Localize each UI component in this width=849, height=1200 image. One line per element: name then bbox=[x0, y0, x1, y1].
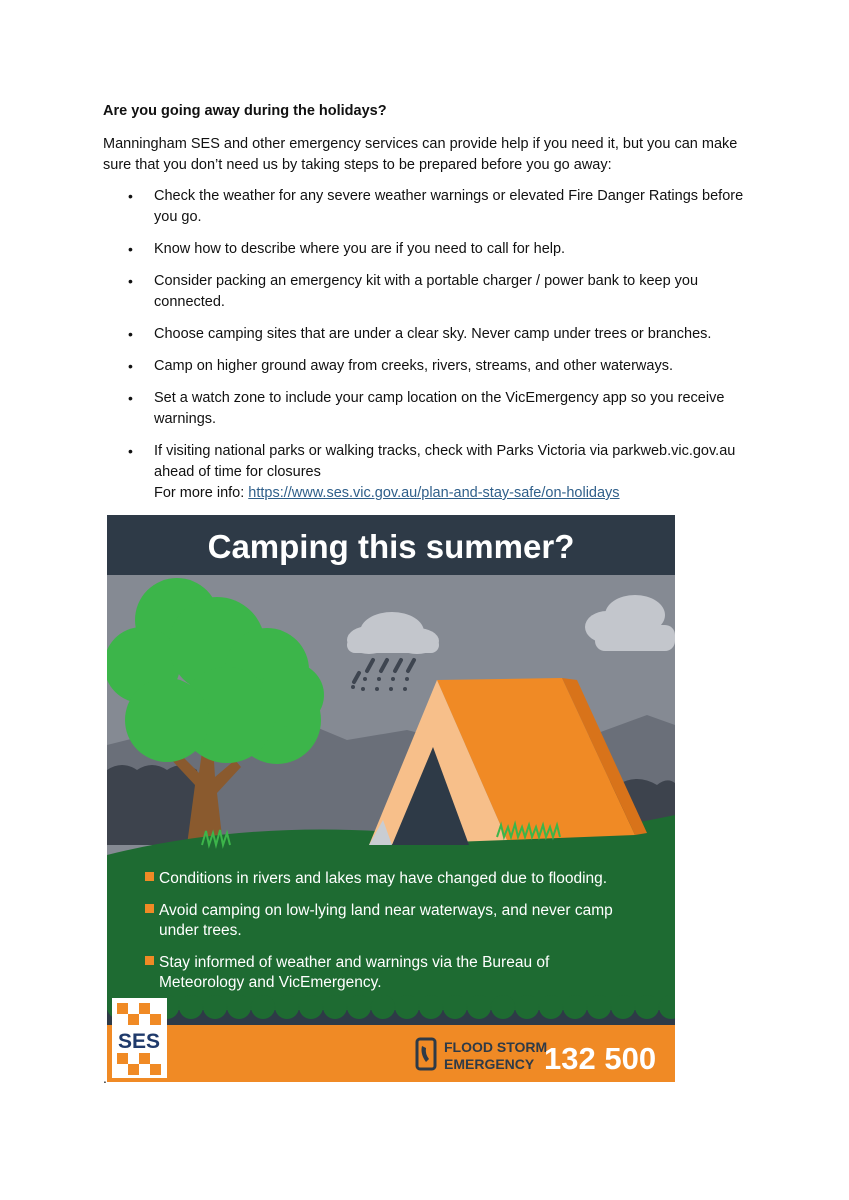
dark-bushes bbox=[107, 765, 197, 845]
poster-tip: under trees. bbox=[159, 922, 242, 939]
section-heading: Are you going away during the holidays? bbox=[103, 103, 387, 119]
list-item: • Set a watch zone to include your camp location on the VicEmergency app so you receive warnings. bbox=[128, 390, 725, 427]
tips-list bbox=[103, 186, 763, 515]
trailing-mark: . bbox=[103, 1070, 107, 1086]
bullet-icon: • bbox=[128, 358, 133, 374]
bullet-icon: • bbox=[128, 273, 133, 289]
list-item: • Choose camping sites that are under a clear sky. Never camp under trees or branches. bbox=[103, 324, 763, 345]
bullet-icon: • bbox=[128, 188, 133, 204]
ses-logo-text: SES bbox=[117, 1030, 161, 1053]
bullet-icon: • bbox=[128, 241, 133, 257]
poster-tip: Avoid camping on low-lying land near waterways, and never camp bbox=[159, 902, 613, 919]
hotline-line-1: FLOOD STORM bbox=[444, 1039, 548, 1055]
bullet-icon: • bbox=[128, 390, 133, 406]
list-item: • Know how to describe where you are if you need to call for help. bbox=[103, 239, 763, 260]
bullet-icon: • bbox=[128, 326, 133, 342]
hotline-line-2: EMERGENCY bbox=[444, 1056, 535, 1072]
list-item: • Camp on higher ground away from creeks, rivers, streams, and other waterways. bbox=[103, 356, 763, 377]
camping-poster bbox=[107, 515, 675, 1082]
ses-logo bbox=[112, 998, 167, 1078]
list-item: • Consider packing an emergency kit with a portable charger / power bank to keep you connected. bbox=[128, 273, 699, 310]
poster-tip: Conditions in rivers and lakes may have changed due to flooding. bbox=[159, 870, 608, 887]
more-info-link[interactable]: https://www.ses.vic.gov.au/plan-and-stay-safe/on-holidays bbox=[248, 485, 620, 501]
poster-tip: Meteorology and VicEmergency. bbox=[159, 974, 382, 991]
poster-title: Camping this summer? bbox=[207, 528, 575, 565]
hotline-number: 132 500 bbox=[544, 1041, 657, 1076]
list-item: • If visiting national parks or walking tracks, check with Parks Victoria via parkweb.vic.gov.au ahead of time for closures For more info: https://www.ses.vic.gov.au/plan-and-stay-safe/on-holidays bbox=[103, 441, 763, 504]
intro-paragraph: Manningham SES and other emergency services can provide help if you need it, but you can make sure that you don’t need us by taking steps to be prepared before you go away: bbox=[103, 136, 738, 173]
bullet-icon: • bbox=[128, 443, 133, 459]
list-item: • Check the weather for any severe weather warnings or elevated Fire Danger Ratings before you go. bbox=[128, 188, 744, 225]
more-info-line: For more info: https://www.ses.vic.gov.au/plan-and-stay-safe/on-holidays bbox=[154, 485, 620, 501]
poster-tip: Stay informed of weather and warnings via the Bureau of bbox=[159, 954, 550, 971]
